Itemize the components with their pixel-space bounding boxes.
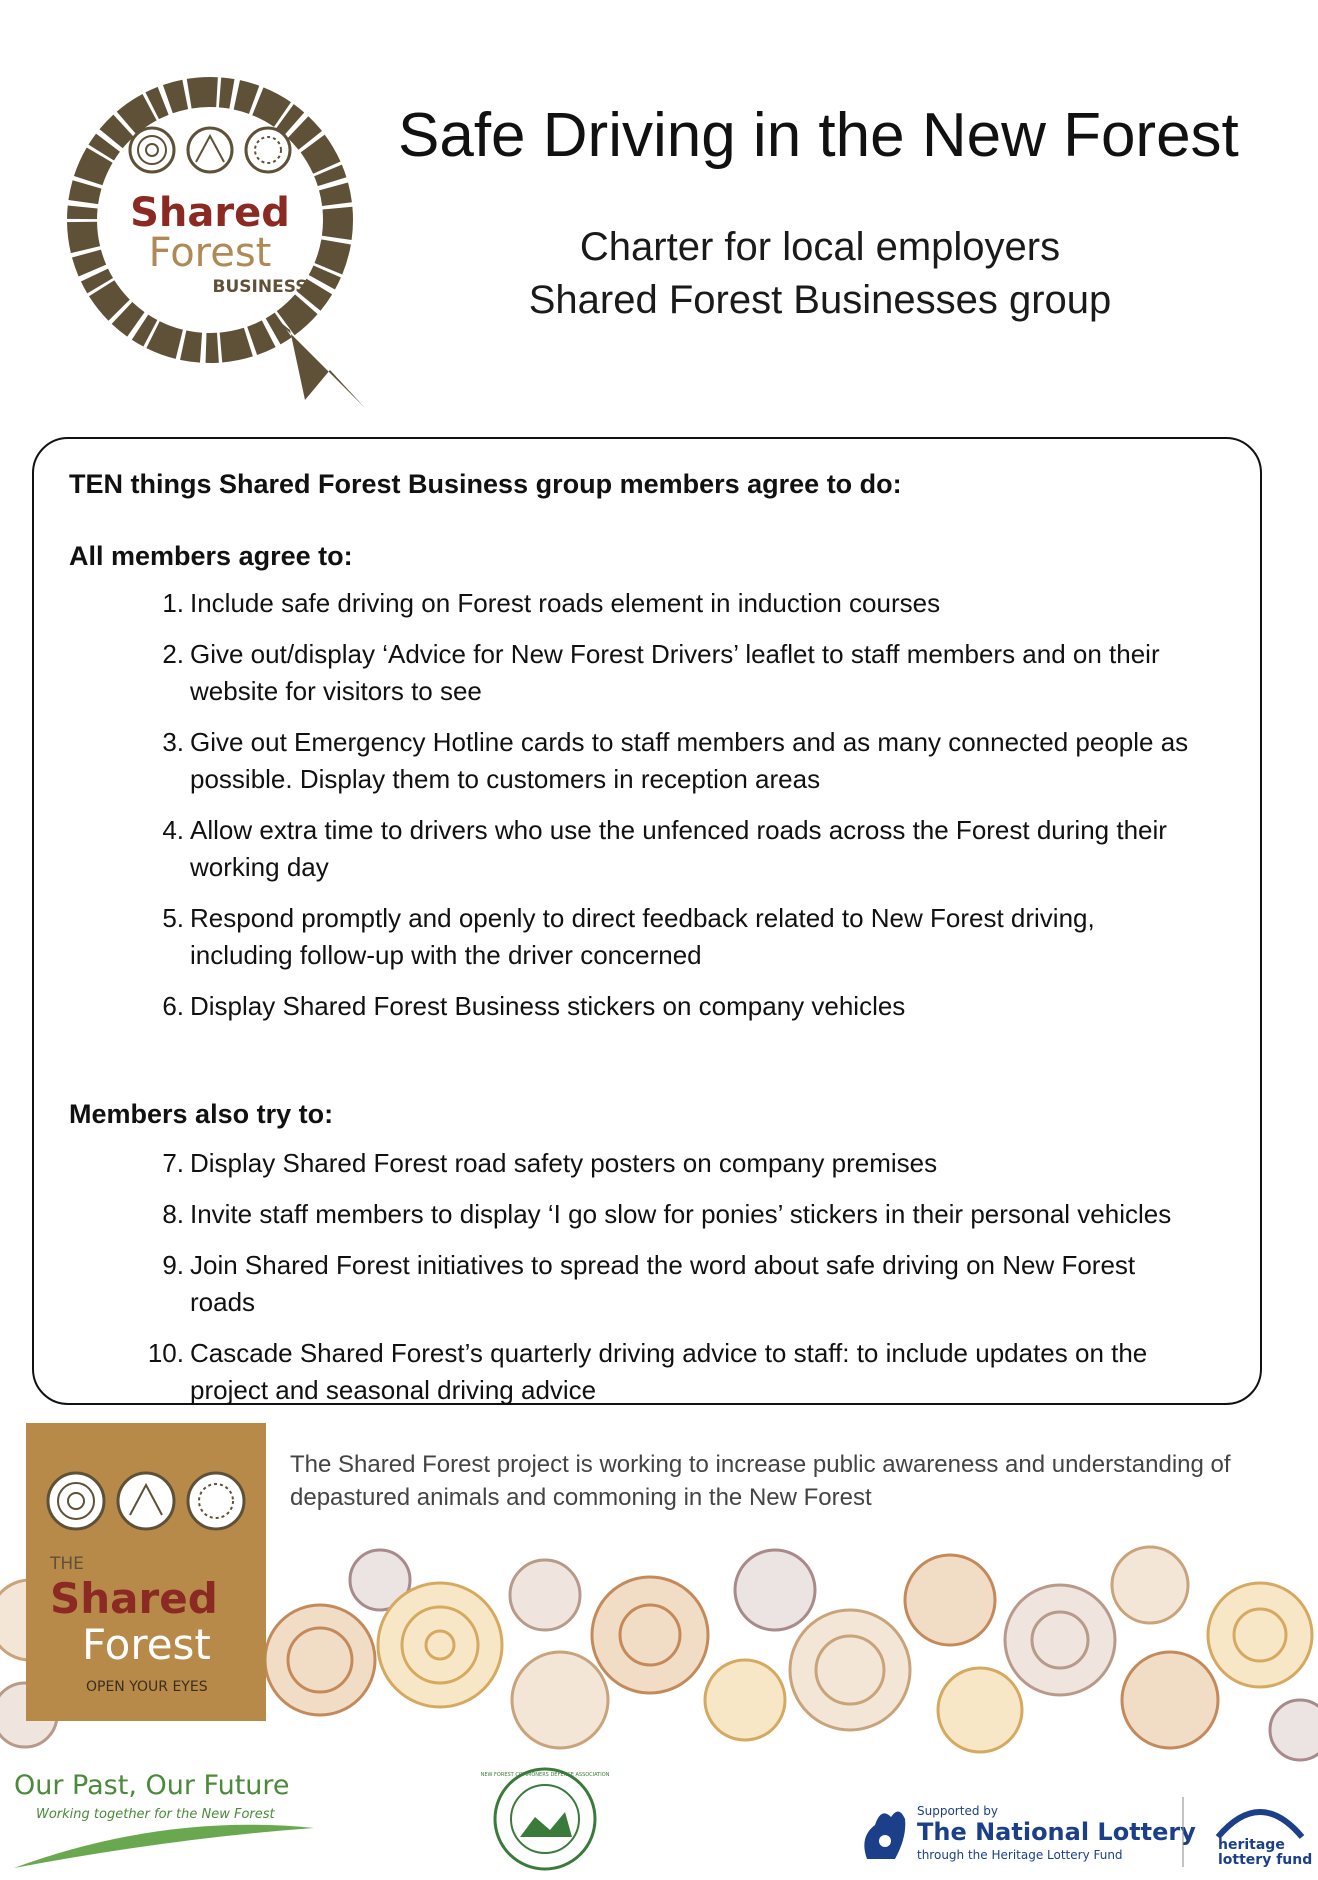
list-item: 2. Give out/display ‘Advice for New Forest Drivers’ leaflet to staff members and on their website for visitors to see — [162, 639, 1160, 706]
lottery-supported-text: Supported by — [917, 1804, 998, 1818]
nfcda-seal-lettering: NEW FOREST COMMONERS DEFENCE ASSOCIATION — [480, 1772, 610, 1778]
the-shared-forest-logo — [26, 1423, 266, 1721]
subtitle-charter: Charter for local employers — [579, 225, 1061, 269]
list-item: 8. Invite staff members to display ‘I go slow for ponies’ stickers in their personal vehicles — [162, 1199, 1172, 1229]
sf-the-text: THE — [50, 1554, 84, 1574]
logo-forest-text: Forest — [148, 230, 272, 276]
all-members-heading: All members agree to: — [69, 541, 353, 571]
logo-shared-text: Shared — [130, 190, 290, 236]
subtitle-group: Shared Forest Businesses group — [528, 278, 1112, 322]
list-item: 3. Give out Emergency Hotline cards to staff members and as many connected people as possible. Display them to customers in reception areas — [162, 727, 1189, 794]
list-item: 7. Display Shared Forest road safety posters on company premises — [162, 1148, 938, 1178]
crossed-fingers-icon — [864, 1811, 905, 1859]
hlf-heritage-text: heritage — [1218, 1837, 1285, 1853]
all-members-list — [34, 585, 1264, 1025]
our-past-text: Our Past, Our Future — [14, 1770, 290, 1801]
nfcda-seal-logo — [480, 1762, 610, 1877]
project-blurb: The Shared Forest project is working to increase public awareness and understanding of depastured animals and commoning in the New Forest — [290, 1451, 1231, 1511]
heritage-lottery-fund-logo — [1210, 1797, 1313, 1868]
charter-box — [32, 437, 1262, 1405]
list-item: 5. Respond promptly and openly to direct feedback related to New Forest driving, including follow-up with the driver concerned — [162, 903, 1095, 970]
charter-intro: TEN things Shared Forest Business group members agree to do: — [69, 469, 902, 499]
page-title: Safe Driving in the New Forest — [398, 101, 1239, 170]
national-lottery-logo — [855, 1797, 1196, 1867]
list-item: 1. Include safe driving on Forest roads element in induction courses — [162, 588, 941, 618]
list-item: 4. Allow extra time to drivers who use the unfenced roads across the Forest during their working day — [162, 815, 1167, 882]
list-item: 9. Join Shared Forest initiatives to spread the word about safe driving on New Forest roads — [162, 1250, 1136, 1317]
list-item: 10. Cascade Shared Forest’s quarterly driving advice to staff: to include updates on the project and seasonal driving advice — [147, 1338, 1148, 1405]
lottery-name-text: The National Lottery — [917, 1818, 1196, 1846]
members-also-heading: Members also try to: — [69, 1099, 334, 1129]
sf-tagline-text: OPEN YOUR EYES — [86, 1679, 208, 1695]
hlf-lotteryfund-text: lottery fund — [1218, 1852, 1313, 1868]
sf-forest-text: Forest — [82, 1620, 211, 1669]
log-rings-icon — [48, 1473, 244, 1529]
our-past-our-future-logo — [14, 1758, 314, 1873]
members-also-list — [34, 1145, 1264, 1409]
our-past-sub-text: Working together for the New Forest — [36, 1807, 275, 1822]
sf-shared-text: Shared — [50, 1574, 218, 1623]
list-item: 6. Display Shared Forest Business stickers on company vehicles — [162, 991, 906, 1021]
shared-forest-business-logo — [60, 70, 405, 415]
logo-business-text: BUSINESS — [212, 277, 308, 297]
lottery-sub-text: through the Heritage Lottery Fund — [917, 1848, 1123, 1862]
